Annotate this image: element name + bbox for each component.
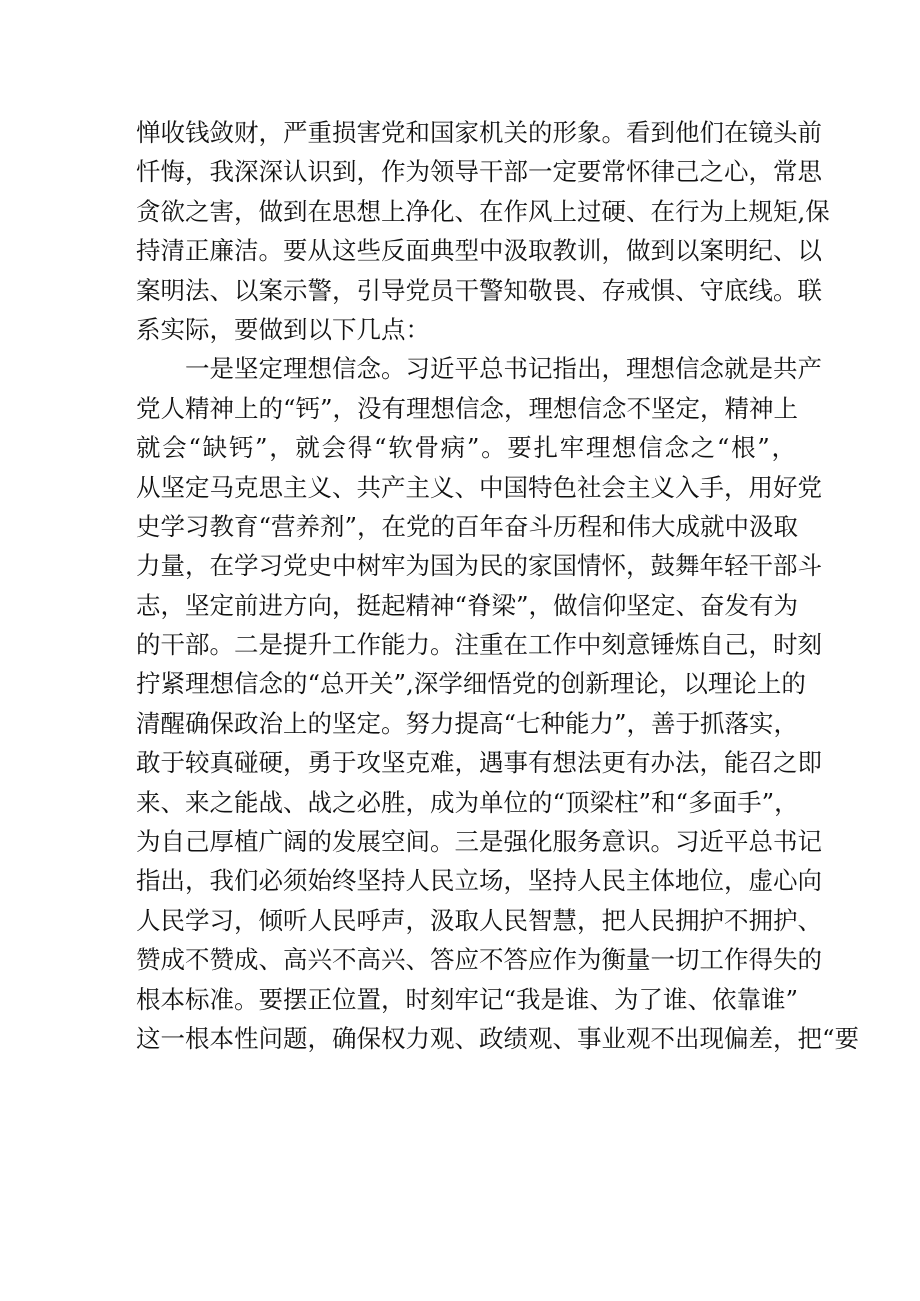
text-line: 惮收钱敛财，严重损害党和国家机关的形象。看到他们在镜头前 [136, 118, 822, 147]
text-line: 从坚定马克思主义、共产主义、中国特色社会主义入手，用好党 [136, 472, 822, 502]
text-line: 为自己厚植广阔的发展空间。三是强化服务意识。习近平总书记 [136, 827, 822, 857]
text-line: 一是坚定理想信念。习近平总书记指出，理想信念就是共产 [136, 354, 822, 384]
text-line: 案明法、以案示警，引导党员干警知敬畏、存戒惧、守底线。联 [136, 275, 822, 305]
text-line: 人民学习，倾听人民呼声，汲取人民智慧，把人民拥护不拥护、 [136, 905, 822, 935]
text-line: 根本标准。要摆正位置，时刻牢记“我是谁、为了谁、依靠谁” [136, 984, 799, 1014]
text-line: 的干部。二是提升工作能力。注重在工作中刻意锤炼自己，时刻 [136, 630, 822, 660]
text-line: 系实际，要做到以下几点： [136, 314, 430, 344]
text-line: 这一根本性问题，确保权力观、政绩观、事业观不出现偏差，把“要 [136, 1023, 860, 1053]
text-line: 来、来之能战、战之必胜，成为单位的“顶梁柱”和“多面手”， [136, 787, 799, 817]
text-line: 敢于较真碰硬，勇于攻坚克难，遇事有想法更有办法，能召之即 [136, 748, 822, 778]
text-line: 史学习教育“营养剂”，在党的百年奋斗历程和伟大成就中汲取 [136, 511, 799, 541]
text-line: 持清正廉洁。要从这些反面典型中汲取教训，做到以案明纪、以 [136, 236, 822, 266]
text-line: 志，坚定前进方向，挺起精神“脊梁”，做信仰坚定、奋发有为 [136, 590, 799, 620]
text-line: 拧紧理想信念的“总开关”,深学细悟党的创新理论，以理论上的 [136, 669, 806, 699]
body-text [136, 113, 860, 1058]
text-line: 贪欲之害，做到在思想上净化、在作风上过硬、在行为上规矩,保 [136, 196, 830, 226]
text-line: 指出，我们必须始终坚持人民立场，坚持人民主体地位，虚心向 [136, 866, 822, 896]
text-line: 党人精神上的“钙”，没有理想信念，理想信念不坚定，精神上 [136, 393, 799, 423]
text-line: 就会“缺钙”，就会得“软骨病”。要扎牢理想信念之“根”， [136, 433, 796, 463]
text-line: 赞成不赞成、高兴不高兴、答应不答应作为衡量一切工作得失的 [136, 945, 822, 975]
text-line: 力量，在学习党史中树牢为国为民的家国情怀，鼓舞年轻干部斗 [136, 551, 822, 581]
text-line: 忏悔，我深深认识到，作为领导干部一定要常怀律己之心，常思 [136, 157, 822, 187]
text-line: 清醒确保政治上的坚定。努力提高“七种能力”，善于抓落实， [136, 708, 799, 738]
